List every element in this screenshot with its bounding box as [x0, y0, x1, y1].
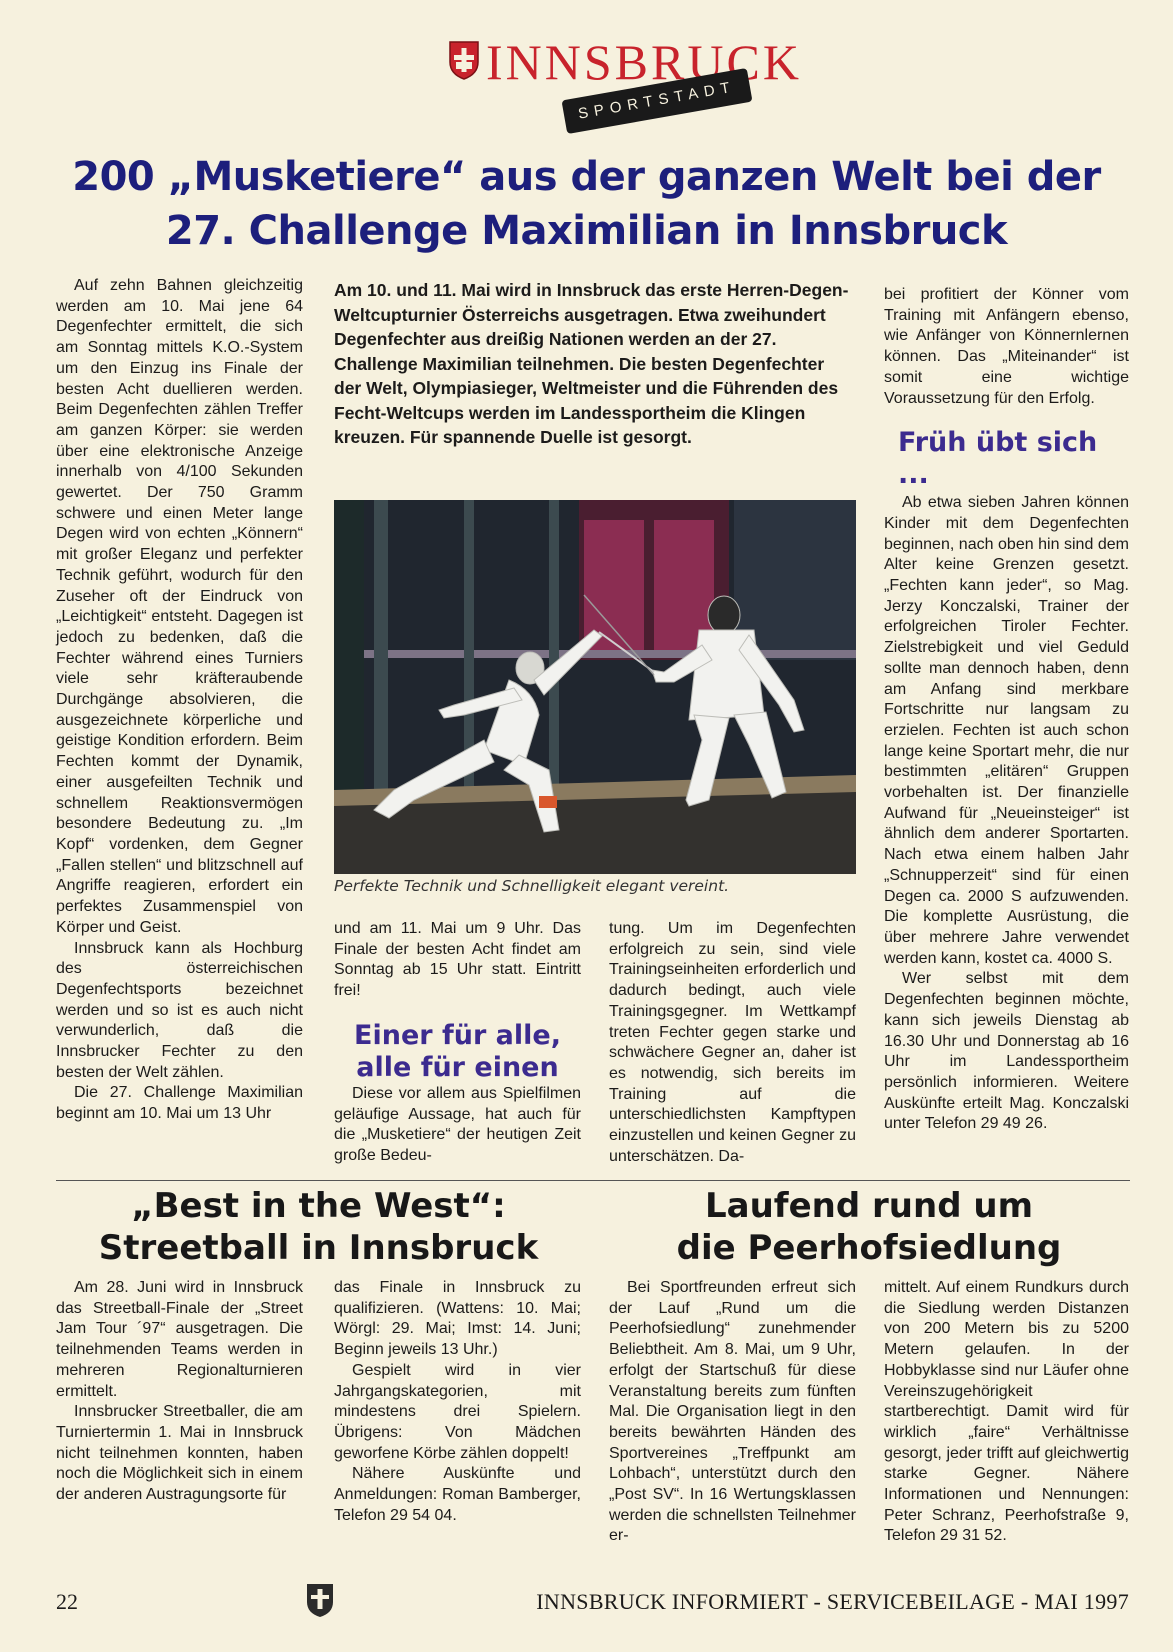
paragraph: tung. Um im Degenfechten erfolgreich zu sein, sind viele Trainingseinheiten erforderlich und dadurch bedingt, auch viele Trainingsgegner. Im Wettkampf treten Fechter gegen starke und schwächere Gegner an, daher ist es notwendig, sich bereits im Training auf die unterschiedlichsten Kampftypen einzustellen und keinen Gegner zu unterschätzen. Da-	[609, 920, 856, 1165]
main-article-column-3	[609, 919, 856, 1167]
headline-line-1: 200 „Musketiere“ aus der ganzen Welt bei der	[72, 154, 1101, 200]
peerhof-headline-line-2: die Peerhofsiedlung	[676, 1228, 1062, 1268]
subhead-einer-fuer-alle	[334, 1020, 581, 1084]
innsbruck-crest-icon	[448, 40, 480, 80]
streetball-column-2	[334, 1278, 581, 1526]
main-article-column-1	[56, 276, 303, 1125]
fencers-illustration	[334, 500, 856, 874]
paragraph: Nähere Auskünfte und Anmeldungen: Roman Bamberger, Telefon 29 54 04.	[334, 1465, 581, 1524]
section-divider	[56, 1180, 1130, 1181]
subhead-line-1: Einer für alle,	[354, 1019, 561, 1051]
paragraph: Auf zehn Bahnen gleichzeitig werden am 10. Mai jene 64 Degenfechter ermittelt, die sich am Sonntag mittels K.O.-System um den Einzug ins Finale der besten Acht duellieren werden. Beim Degenfechten zählen Treffer am ganzen Körper: sie werden über eine elektronische Anzeige innerhalb von 4/100 Sekunden gewertet. Der 750 Gramm schwere und einen Meter lange Degen wird von echten „Könnern“ mit großer Eleganz und perfekter Technik geführt, wodurch für den Zuseher oft der Eindruck von „Leichtigkeit“ entsteht. Dagegen ist jedoch zu bedenken, daß die Fechter während eines Turniers viele sehr kräfteraubende Durchgänge absolvieren, die ausgezeichnete körperliche und geistige Kondition erfordern. Beim Fechten kommt der Dynamik, einer ausgefeilten Technik und schnellem Reaktionsvermögen besondere Bedeutung zu. „Im Kopf“ vordenken, dem Gegner „Fallen stellen“ und blitzschnell auf Angriffe reagieren, erfordert ein perfektes Zusammenspiel von Körper und Geist.	[56, 277, 303, 936]
paragraph: Innsbrucker Streetballer, die am Turniertermin 1. Mai in Innsbruck nicht teilnehmen konnten, haben noch die Möglichkeit sich in einem der anderen Austragungsorte für	[56, 1403, 303, 1504]
paragraph: Innsbruck kann als Hochburg des österreichischen Degenfechtsports bezeichnet werden und so ist es auch nicht verwunderlich, daß die Innsbrucker Fechter zu den besten der Welt zählen.	[56, 939, 303, 1081]
page-number: 22	[56, 1589, 78, 1614]
subhead-frueh-uebt-sich: Früh übt sich ...	[898, 427, 1098, 491]
sportstadt-badge: SPORTSTADT	[561, 68, 752, 134]
page-headline	[60, 150, 1113, 258]
peerhof-column-2	[884, 1278, 1129, 1547]
peerhof-column-1	[609, 1278, 856, 1547]
main-article-column-2	[334, 919, 581, 1167]
headline-line-2: 27. Challenge Maximilian in Innsbruck	[165, 208, 1008, 254]
streetball-column-1	[56, 1278, 303, 1506]
paragraph: Bei Sportfreunden erfreut sich der Lauf „Rund um die Peerhofsiedlung“ zunehmender Beliebtheit. Am 8. Mai, um 9 Uhr, erfolgt der Startschuß für diese Veranstaltung bereits zum fünften Mal. Die Organisation liegt in den bereits bewährten Händen des Sportvereines „Treffpunkt am Lohbach“, unterstützt durch den „Post SV“. In 16 Wertungsklassen werden die schnellsten Teilnehmer er-	[609, 1279, 856, 1545]
streetball-headline-line-1: „Best in the West“:	[131, 1186, 506, 1226]
peerhof-headline-line-1: Laufend rund um	[704, 1186, 1034, 1226]
paragraph: Wer selbst mit dem Degenfechten beginnen möchte, kann sich jeweils Dienstag ab 16.30 Uhr und Donnerstag ab 16 Uhr im Landessportheim persönlich informieren. Weitere Auskünfte erteilt Mag. Konczalski unter Telefon 29 49 26.	[884, 970, 1129, 1133]
streetball-headline-line-2: Streetball in Innsbruck	[98, 1228, 539, 1268]
paragraph: bei profitiert der Könner vom Training mit Anfängern ebenso, wie Anfänger von Könnernlernen können. Das „Miteinander“ ist somit eine wichtige Voraussetzung für den Erfolg.	[884, 286, 1129, 407]
fencing-photo	[334, 500, 856, 874]
paragraph: Am 28. Juni wird in Innsbruck das Streetball-Finale der „Street Jam Tour ´97“ ausgetragen. Die teilnehmenden Teams werden in mehreren Regionalturnieren ermittelt.	[56, 1279, 303, 1400]
photo-caption: Perfekte Technik und Schnelligkeit elegant vereint.	[334, 877, 730, 895]
publication-footer: INNSBRUCK INFORMIERT - SERVICEBEILAGE - MAI 1997	[536, 1589, 1129, 1614]
paragraph: das Finale in Innsbruck zu qualifizieren. (Wattens: 10. Mai; Wörgl: 29. Mai; Imst: 14. Juni; Beginn jeweils 13 Uhr.)	[334, 1279, 581, 1359]
paragraph: und am 11. Mai um 9 Uhr. Das Finale der besten Acht findet am Sonntag ab 15 Uhr statt. Eintritt frei!	[334, 920, 581, 1000]
paragraph: Diese vor allem aus Spielfilmen geläufige Aussage, hat auch für die „Musketiere“ der heutigen Zeit große Bedeu-	[334, 1084, 581, 1164]
footer-crest-icon	[305, 1582, 335, 1618]
brand-name: INNSBRUCK	[486, 34, 802, 90]
peerhof-headline	[609, 1185, 1129, 1269]
subhead-line-2: alle für einen	[356, 1051, 559, 1083]
paragraph: mittelt. Auf einem Rundkurs durch die Siedlung werden Distanzen von 200 Metern bis zu 5200 Metern gelaufen. In der Hobbyklasse sind nur Läufer ohne Vereinszugehörigkeit startberechtigt. Damit wird für wirklich „faire“ Verhältnisse gesorgt, jeder trifft auf gleichwertig starke Gegner. Nähere Informationen und Nennungen: Peter Schranz, Peerhofstraße 9, Telefon 29 31 52.	[884, 1279, 1129, 1545]
streetball-headline	[56, 1185, 581, 1269]
masthead	[0, 28, 1173, 123]
paragraph: Gespielt wird in vier Jahrgangskategorien, mit mindestens drei Spielern. Übrigens: Von Mädchen geworfene Körbe zählen doppelt!	[334, 1361, 581, 1462]
paragraph: Ab etwa sieben Jahren können Kinder mit dem Degenfechten beginnen, nach oben hin sind dem Alter keine Grenzen gesetzt. „Fechten kann jeder“, so Mag. Jerzy Konczalski, Trainer der erfolgreichen Tiroler Fechter. Zielstrebigkeit und viel Geduld sollte man dennoch haben, denn am Anfang sind merkbare Fortschritte nur langsam zu erzielen. Fechten ist auch schon lange keine Sportart mehr, die nur bestimmten „elitären“ Gruppen vorbehalten ist. Der finanzielle Aufwand für „Neueinsteiger“ ist ähnlich dem anderer Sportarten. Nach etwa einem halben Jahr „Schnupperzeit“ sind für einen Degen ca. 2000 S aufzuwenden. Die komplette Ausrüstung, die über mehrere Jahre verwendet werden kann, kostet ca. 4000 S.	[884, 494, 1129, 967]
article-lead: Am 10. und 11. Mai wird in Innsbruck das erste Herren-Degen-Weltcupturnier Österreichs ausgetragen. Etwa zweihundert Degenfechter aus dreißig Nationen werden an der 27. Challenge Maximilian teilnehmen. Die besten Degenfechter der Welt, Olympiasieger, Weltmeister und die Führenden des Fecht-Weltcups werden im Landessportheim die Klingen kreuzen. Für spannende Duelle ist gesorgt.	[334, 280, 849, 447]
main-article-column-4	[884, 285, 1129, 1135]
paragraph: Die 27. Challenge Maximilian beginnt am 10. Mai um 13 Uhr	[56, 1084, 303, 1123]
